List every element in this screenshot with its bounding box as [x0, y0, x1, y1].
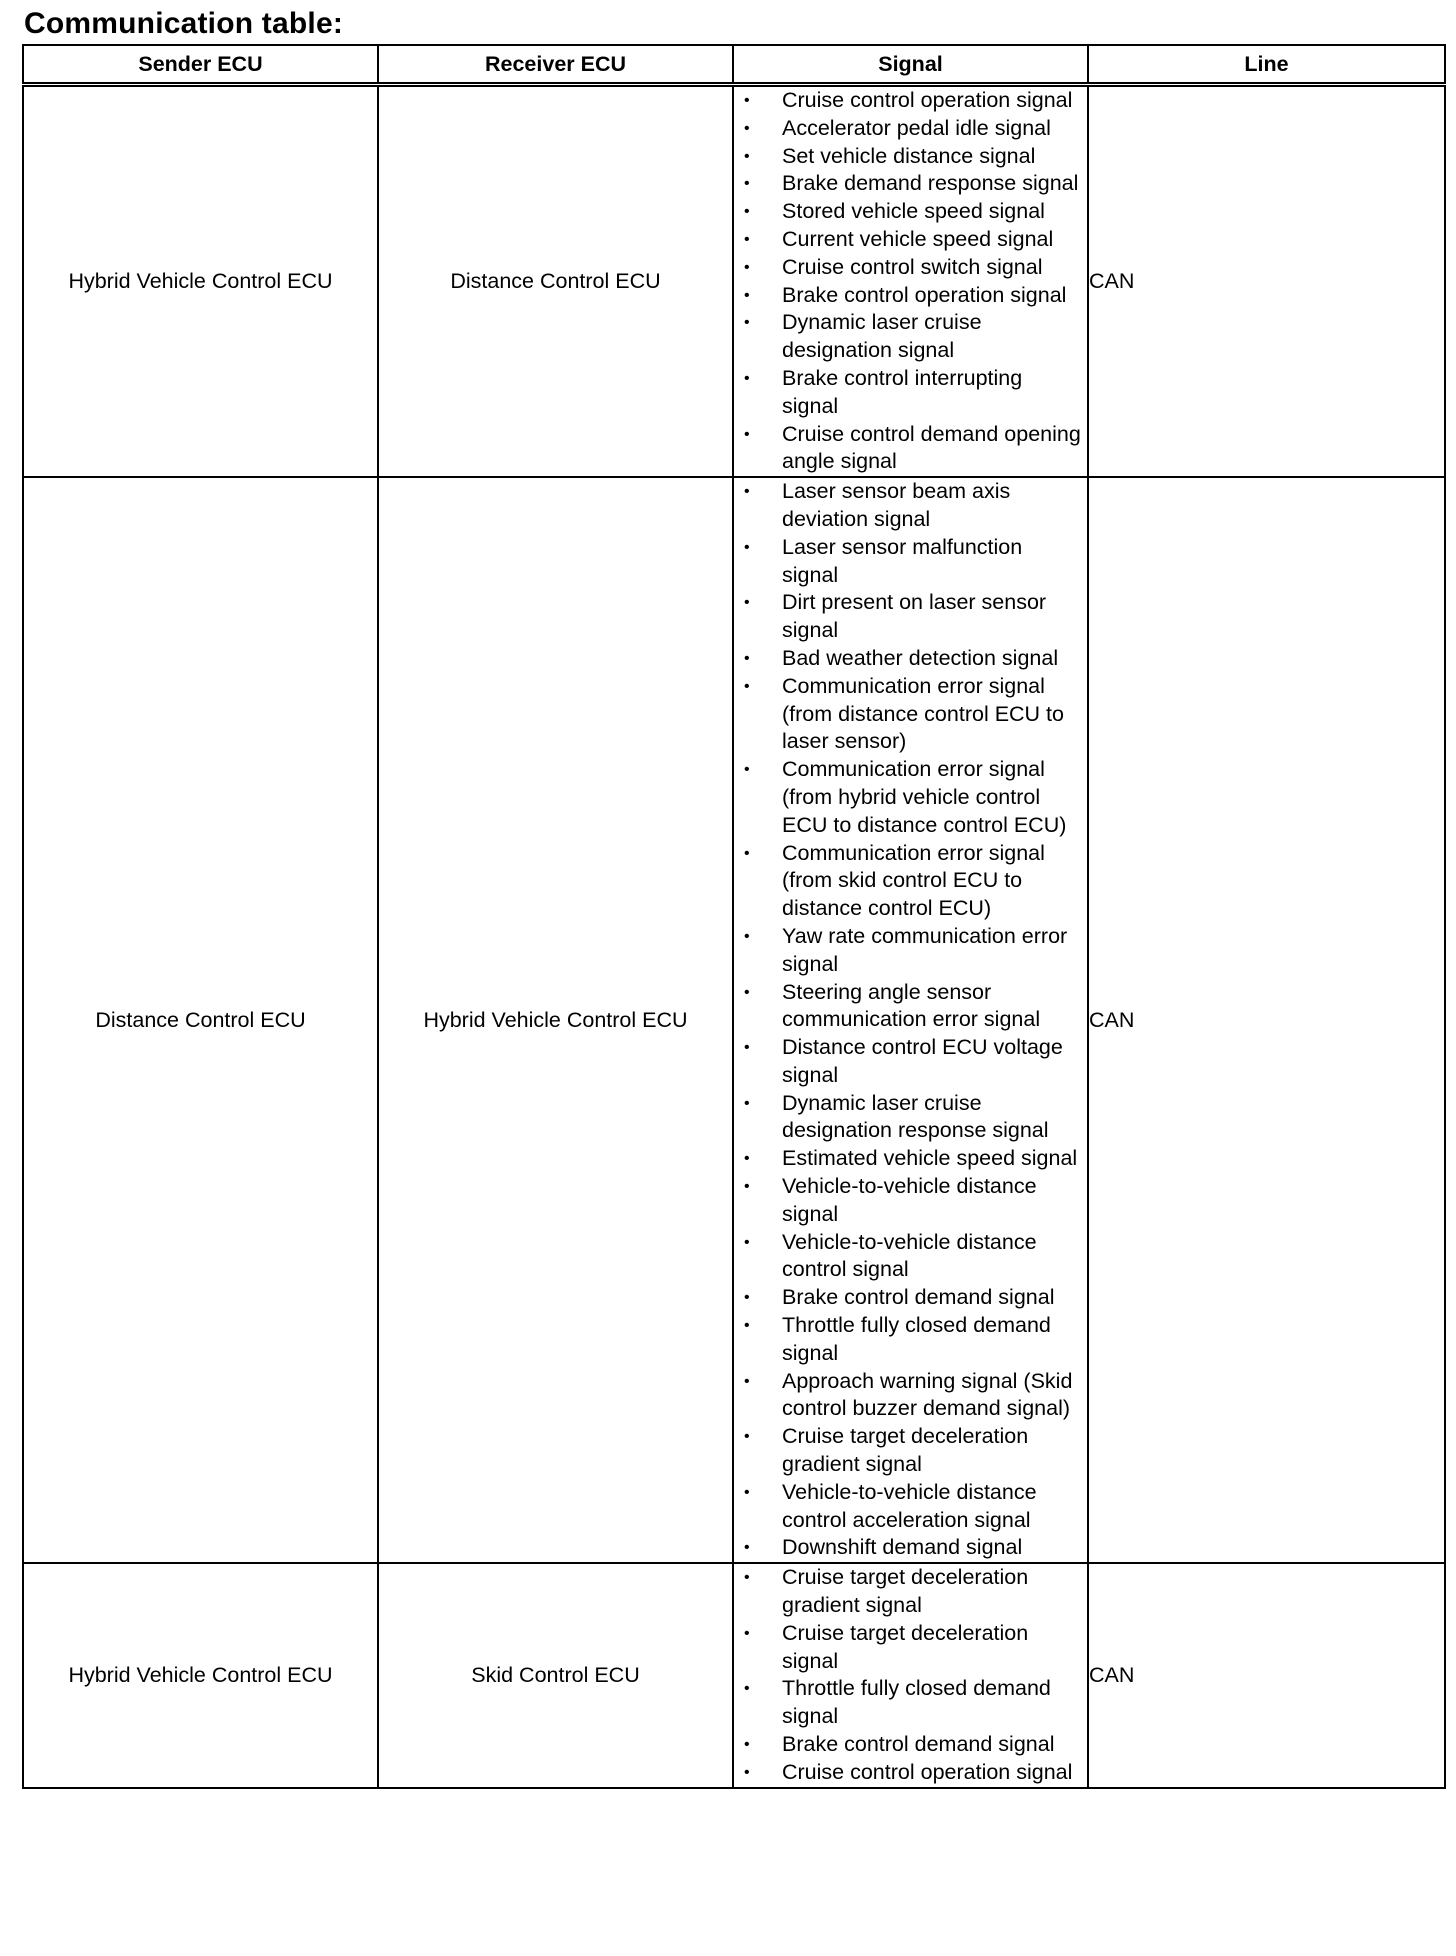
table-row — [23, 477, 1445, 1563]
signal-item: • Vehicle-to-vehicle distance control signal — [734, 1229, 1087, 1285]
signal-item: • Dirt present on laser sensor signal — [734, 589, 1087, 645]
signal-cell — [733, 477, 1088, 1563]
signal-item: • Cruise target deceleration gradient signal — [734, 1564, 1087, 1620]
table-header-row — [23, 45, 1445, 85]
signal-item: • Brake control demand signal — [734, 1284, 1087, 1312]
signal-item: • Brake demand response signal — [734, 170, 1087, 198]
signal-list — [734, 478, 1087, 1562]
communication-table — [22, 44, 1446, 1789]
signal-item: • Throttle fully closed demand signal — [734, 1675, 1087, 1731]
signal-item: • Communication error signal (from hybrid vehicle control ECU to distance control ECU) — [734, 756, 1087, 839]
signal-item: • Cruise target deceleration gradient signal — [734, 1423, 1087, 1479]
signal-item: • Yaw rate communication error signal — [734, 923, 1087, 979]
table-row — [23, 85, 1445, 478]
table-row — [23, 1563, 1445, 1787]
signal-item: • Dynamic laser cruise designation signal — [734, 309, 1087, 365]
header-signal: Signal — [733, 45, 1088, 85]
signal-item: • Current vehicle speed signal — [734, 226, 1087, 254]
signal-item: • Laser sensor malfunction signal — [734, 534, 1087, 590]
signal-item: • Brake control interrupting signal — [734, 365, 1087, 421]
signal-item: • Downshift demand signal — [734, 1534, 1087, 1562]
signal-item: • Cruise control operation signal — [734, 1759, 1087, 1787]
signal-item: • Cruise control demand opening angle signal — [734, 421, 1087, 477]
header-receiver-ecu: Receiver ECU — [378, 45, 733, 85]
signal-item: • Vehicle-to-vehicle distance signal — [734, 1173, 1087, 1229]
signal-item: • Vehicle-to-vehicle distance control acceleration signal — [734, 1479, 1087, 1535]
signal-list — [734, 87, 1087, 476]
signal-item: • Steering angle sensor communication error signal — [734, 979, 1087, 1035]
line-cell: CAN — [1088, 1563, 1445, 1787]
signal-item: • Set vehicle distance signal — [734, 143, 1087, 171]
signal-item: • Bad weather detection signal — [734, 645, 1087, 673]
signal-list — [734, 1564, 1087, 1786]
signal-item: • Brake control operation signal — [734, 282, 1087, 310]
receiver-ecu-cell: Distance Control ECU — [378, 85, 733, 478]
signal-item: • Stored vehicle speed signal — [734, 198, 1087, 226]
header-sender-ecu: Sender ECU — [23, 45, 378, 85]
signal-item: • Communication error signal (from distance control ECU to laser sensor) — [734, 673, 1087, 756]
signal-item: • Distance control ECU voltage signal — [734, 1034, 1087, 1090]
sender-ecu-cell: Hybrid Vehicle Control ECU — [23, 1563, 378, 1787]
signal-item: • Cruise control switch signal — [734, 254, 1087, 282]
receiver-ecu-cell: Hybrid Vehicle Control ECU — [378, 477, 733, 1563]
signal-item: • Cruise control operation signal — [734, 87, 1087, 115]
line-cell: CAN — [1088, 477, 1445, 1563]
sender-ecu-cell: Hybrid Vehicle Control ECU — [23, 85, 378, 478]
page-title: Communication table: — [24, 7, 344, 40]
signal-cell — [733, 1563, 1088, 1787]
signal-item: • Estimated vehicle speed signal — [734, 1145, 1087, 1173]
signal-item: • Communication error signal (from skid control ECU to distance control ECU) — [734, 840, 1087, 923]
signal-item: • Brake control demand signal — [734, 1731, 1087, 1759]
header-line: Line — [1088, 45, 1445, 85]
sender-ecu-cell: Distance Control ECU — [23, 477, 378, 1563]
signal-item: • Cruise target deceleration signal — [734, 1620, 1087, 1676]
signal-item: • Accelerator pedal idle signal — [734, 115, 1087, 143]
signal-item: • Laser sensor beam axis deviation signal — [734, 478, 1087, 534]
line-cell: CAN — [1088, 85, 1445, 478]
signal-item: • Approach warning signal (Skid control buzzer demand signal) — [734, 1368, 1087, 1424]
receiver-ecu-cell: Skid Control ECU — [378, 1563, 733, 1787]
signal-item: • Dynamic laser cruise designation response signal — [734, 1090, 1087, 1146]
signal-item: • Throttle fully closed demand signal — [734, 1312, 1087, 1368]
signal-cell — [733, 85, 1088, 478]
